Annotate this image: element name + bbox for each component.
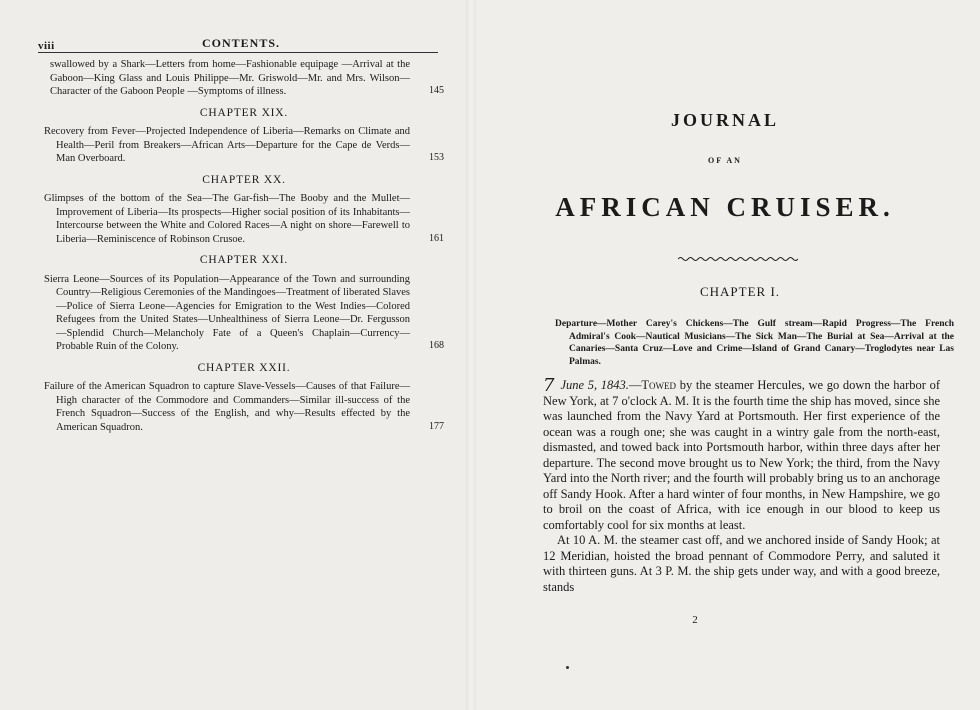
header-rule bbox=[38, 52, 438, 53]
title-journal: JOURNAL bbox=[670, 110, 779, 130]
entry-date: June 5, 1843. bbox=[560, 378, 629, 392]
toc-entry-text: swallowed by a Shark—Letters from home—Fashionable equipage —Arrival at the Gaboon—King Glass and Louis Philippe—Mr. Griswold—Mr. and Mrs. Wilson—Character of the Gaboon People —Symptoms of illness. bbox=[50, 59, 410, 97]
toc-entry-text: Failure of the American Squadron to capture Slave-Vessels—Causes of that Failure—High character of the Commodore and Commanders—Similar ill-success of the French Squadron—Success of the English, and why—Results effected by the American Squadron. bbox=[44, 381, 410, 433]
table-of-contents bbox=[44, 58, 444, 438]
toc-entry bbox=[44, 58, 444, 99]
toc-page-number: 145 bbox=[429, 85, 444, 96]
book-title: AFRICAN CRUISER. bbox=[555, 192, 895, 222]
toc-entry bbox=[44, 192, 444, 246]
toc-entry bbox=[44, 125, 444, 166]
toc-entry bbox=[44, 273, 444, 354]
wavy-rule-ornament bbox=[678, 256, 798, 262]
chapter-heading: CHAPTER XX. bbox=[202, 173, 286, 186]
lead-word: Towed bbox=[641, 378, 677, 392]
title-of-an: OF AN bbox=[708, 156, 742, 165]
chapter-heading: CHAPTER XXI. bbox=[199, 254, 289, 266]
folio-number: viii bbox=[38, 40, 55, 52]
paragraph: 7 June 5, 1843.—Towed by the steamer Hercules, we go down the harbor of New York, at 7 o'clock A. M. It is the fourth time the ship has moved, since she was launched from the Navy Yard at Portsmouth. Her first experience of the ocean was a rough one; she was caught in a wintry gale from the north-east, dismasted, and towed back into Portsmouth harbor, within three days after her departure. The second move brought us to New York; the third, from the Navy Yard into the North river; and the fourth will probably bring us to an anchorage off Sandy Hook. After a hard winter of four months, in New Hampshire, we go to broil on the coast of Africa, with ice enough in our blood to keep us comfortably cool for six months at least. bbox=[543, 375, 940, 532]
toc-page-number: 161 bbox=[429, 232, 444, 244]
chapter-summary: Departure—Mother Carey's Chickens—The Gulf stream—Rapid Progress—The French Admiral's Cook—Nautical Musicians—The Sick Man—The Burial at Sea—Arrival at the Canaries—Santa Cruz—Love and Crime—Island of Grand Canary—Troglodytes near Las Palmas. bbox=[555, 319, 954, 367]
toc-entry-text: Glimpses of the bottom of the Sea—The Gar-fish—The Booby and the Mullet—Improvement of Liberia—Its prospects—Higher social position of its Inhabitants—Intercourse between the White and Colored Races—A night on shore—Farewell to Liberia—Reminiscence of Robinson Crusoe. bbox=[44, 193, 410, 245]
running-head-title: CONTENTS. bbox=[202, 36, 281, 50]
toc-page-number: 177 bbox=[429, 420, 444, 432]
toc-entry-text: Recovery from Fever—Projected Independence of Liberia—Remarks on Climate and Health—Peril from Breakers—African Arts—Departure for the Cape de Verds—Man Overboard. bbox=[44, 126, 410, 164]
toc-entry-text: Sierra Leone—Sources of its Population—Appearance of the Town and surrounding Country—Religious Ceremonies of the Mandingoes—Treatment of liberated Slaves—Police of Sierra Leone—Agencies for Emigration to the West Indies—Colored Refugees from the United States—Unhealthiness of Sierra Leone—Dr. Fergusson—Splendid Church—Melancholy Fate of a Queen's Chaplain—Currency—Probable Ruin of the Colony. bbox=[44, 273, 410, 352]
chapter-title: CHAPTER I. bbox=[699, 284, 781, 299]
handwritten-mark: 7 bbox=[543, 375, 555, 396]
ink-speck bbox=[566, 666, 569, 669]
paragraph: At 10 A. M. the steamer cast off, and we anchored inside of Sandy Hook; at 12 Meridian, hoisted the broad pennant of Commodore Perry, and saluted it with thirteen guns. At 3 P. M. the ship gets under way, and with a good breeze, stands bbox=[543, 533, 940, 594]
toc-page-number: 168 bbox=[429, 340, 444, 351]
body-text bbox=[543, 375, 940, 595]
paragraph-text: by the steamer Hercules, we go down the harbor of New York, at 7 o'clock A. M. It is the fourth time the ship has moved, since she was launched from the Navy Yard at Portsmouth. Her first experience of the ocean was a rough one; she was caught in a wintry gale from the north-east, dismasted, and towed back into Portsmouth harbor, within three days after her departure. The second move brought us to New York; the third, from the Navy Yard into the North river; and the fourth will probably bring us to an anchorage off Sandy Hook. After a hard winter of four months, in New Hampshire, we go to broil on the coast of Africa, with ice enough in our blood to keep us comfortably cool for six months at least. bbox=[543, 378, 940, 532]
toc-entry bbox=[44, 380, 444, 434]
chapter-heading: CHAPTER XXII. bbox=[197, 361, 291, 374]
chapter-heading: CHAPTER XIX. bbox=[199, 106, 289, 119]
book-gutter bbox=[466, 0, 476, 710]
page-number: 2 bbox=[692, 614, 698, 626]
toc-page-number: 153 bbox=[429, 152, 444, 163]
